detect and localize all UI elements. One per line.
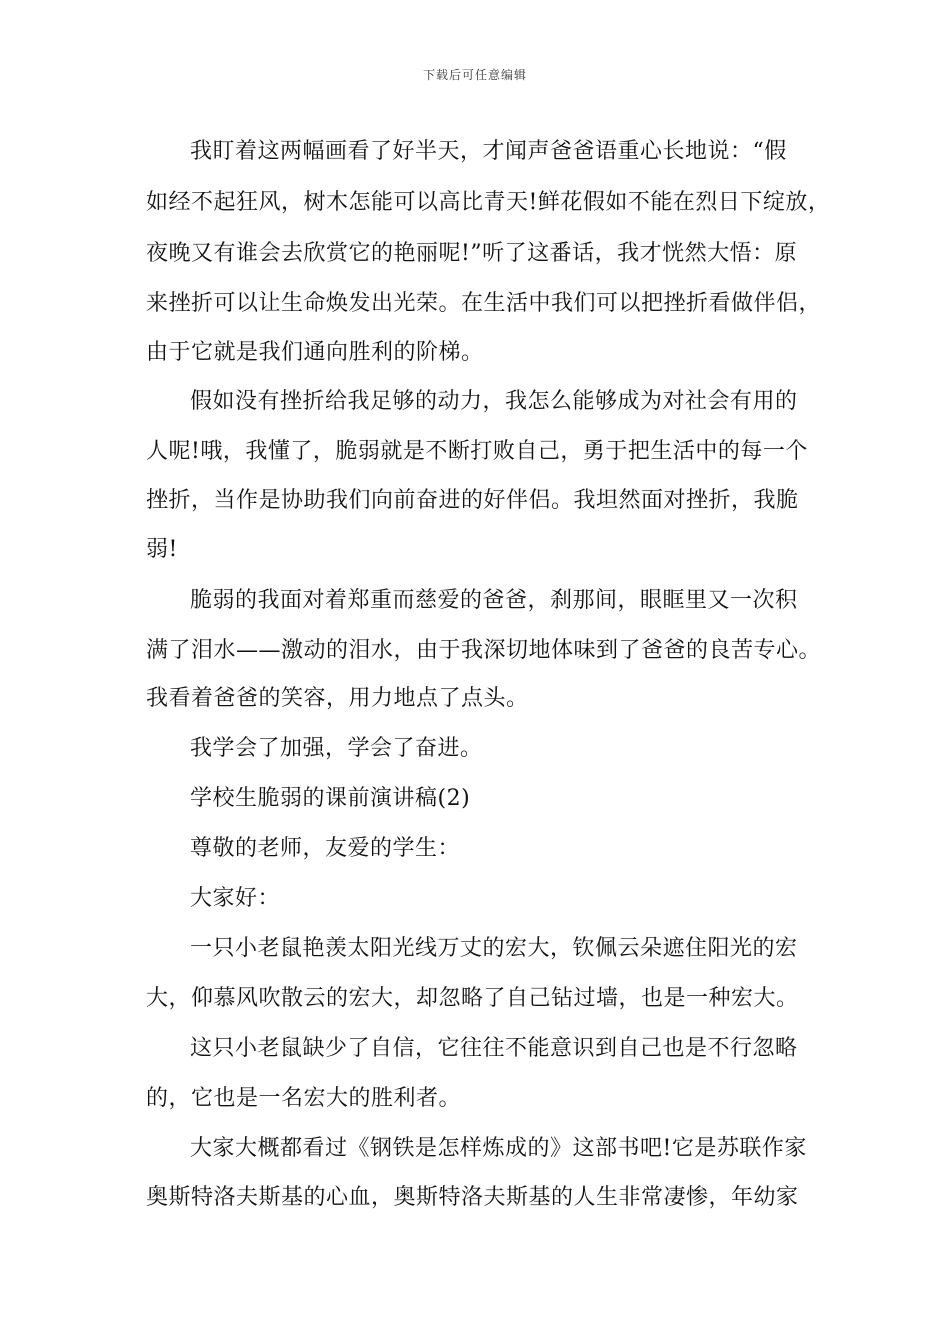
page-header: 下载后可任意编辑 xyxy=(422,68,527,82)
paragraph-line: 我盯着这两幅画看了好半天，才闻声爸爸语重心长地说：“假 xyxy=(190,139,787,164)
paragraph-line: 满了泪水——激动的泪水，由于我深切地体味到了爸爸的良苦专心。 xyxy=(146,638,822,663)
paragraph-line: 挫折，当作是协助我们向前奋进的好伴侣。我坦然面对挫折，我脆 xyxy=(146,488,799,513)
paragraph-line: 一只小老鼠艳羡太阳光线万丈的宏大，钦佩云朵遮住阳光的宏 xyxy=(190,936,798,961)
paragraph-line: 由于它就是我们通向胜利的阶梯。 xyxy=(146,340,484,365)
paragraph-line: 假如没有挫折给我足够的动力，我怎么能够成为对社会有用的 xyxy=(190,389,798,414)
paragraph-line: 我学会了加强，学会了奋进。 xyxy=(190,736,483,761)
paragraph-line: 如经不起狂风，树木怎能可以高比青天!鲜花假如不能在烈日下绽放， xyxy=(146,190,831,215)
section-title: 学校生脆弱的课前演讲稿(2) xyxy=(190,786,471,811)
paragraph-line: 的，它也是一名宏大的胜利者。 xyxy=(146,1086,462,1111)
salutation: 尊敬的老师，友爱的学生： xyxy=(190,836,461,861)
paragraph-line: 脆弱的我面对着郑重而慈爱的爸爸，刹那间，眼眶里又一次积 xyxy=(190,588,798,613)
paragraph-line: 弱! xyxy=(146,537,178,562)
paragraph-line: 大，仰慕风吹散云的宏大，却忽略了自己钻过墙，也是一种宏大。 xyxy=(146,986,799,1011)
paragraph-line: 夜晚又有谁会去欣赏它的艳丽呢!”听了这番话，我才恍然大悟：原 xyxy=(146,241,798,266)
paragraph-line: 这只小老鼠缺少了自信，它往往不能意识到自己也是不行忽略 xyxy=(190,1036,798,1061)
greeting: 大家好： xyxy=(190,886,281,911)
paragraph-line: 人呢!哦，我懂了，脆弱就是不断打败自己，勇于把生活中的每一个 xyxy=(146,439,808,464)
paragraph-line: 我看着爸爸的笑容，用力地点了点头。 xyxy=(146,686,529,711)
paragraph-line: 大家大概都看过《钢铁是怎样炼成的》这部书吧!它是苏联作家 xyxy=(190,1136,807,1161)
paragraph-line: 奥斯特洛夫斯基的心血，奥斯特洛夫斯基的人生非常凄惨，年幼家 xyxy=(146,1185,799,1210)
paragraph-line: 来挫折可以让生命焕发出光荣。在生活中我们可以把挫折看做伴侣， xyxy=(146,291,822,316)
